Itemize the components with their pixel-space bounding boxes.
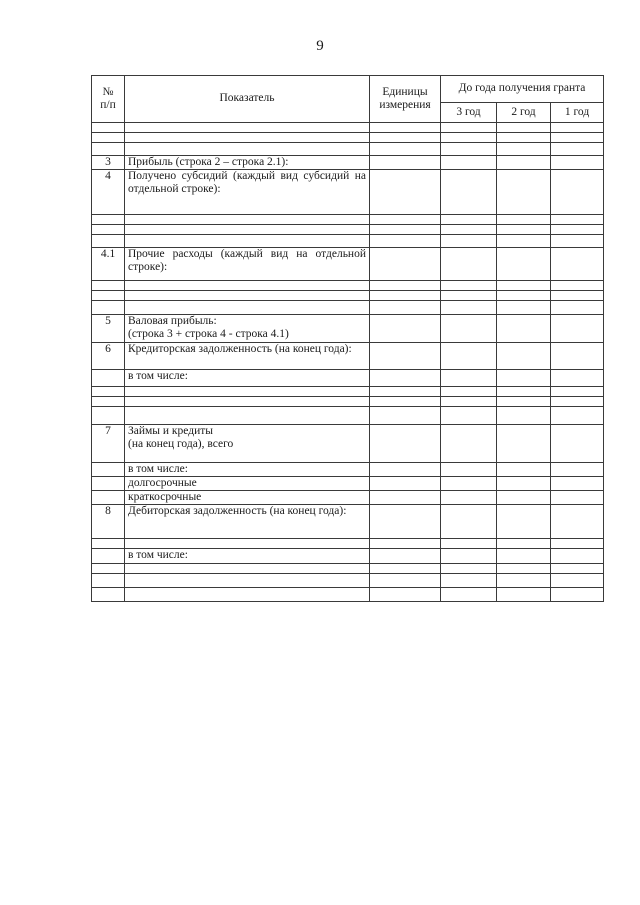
row-indicator bbox=[125, 587, 370, 601]
row-year-2 bbox=[497, 235, 551, 248]
row-unit bbox=[370, 563, 441, 573]
indicators-table bbox=[91, 75, 604, 602]
row-number bbox=[92, 476, 125, 490]
row-number bbox=[92, 539, 125, 549]
row-year-2 bbox=[497, 342, 551, 369]
row-indicator bbox=[125, 235, 370, 248]
row-year-2 bbox=[497, 539, 551, 549]
row-year-2 bbox=[497, 315, 551, 342]
row-indicator bbox=[125, 396, 370, 406]
row-year-1 bbox=[551, 549, 604, 563]
table-row bbox=[92, 462, 604, 476]
row-indicator: Прочие расходы (каждый вид на отдельной строке): bbox=[125, 248, 370, 281]
table-row bbox=[92, 281, 604, 291]
row-year-1 bbox=[551, 491, 604, 505]
row-year-3 bbox=[441, 369, 497, 386]
row-indicator: в том числе: bbox=[125, 549, 370, 563]
row-unit bbox=[370, 291, 441, 301]
row-year-3 bbox=[441, 156, 497, 170]
table-row bbox=[92, 143, 604, 156]
row-year-2 bbox=[497, 248, 551, 281]
row-year-3 bbox=[441, 549, 497, 563]
header-indicator: Показатель bbox=[125, 76, 370, 123]
table-row bbox=[92, 505, 604, 539]
row-year-2 bbox=[497, 291, 551, 301]
row-year-3 bbox=[441, 424, 497, 462]
row-indicator: Валовая прибыль: (строка 3 + строка 4 - строка 4.1) bbox=[125, 315, 370, 342]
page-number: 9 bbox=[316, 38, 324, 54]
row-year-3 bbox=[441, 301, 497, 315]
row-year-2 bbox=[497, 281, 551, 291]
row-indicator: Дебиторская задолженность (на конец года): bbox=[125, 505, 370, 539]
row-number: 5 bbox=[92, 315, 125, 342]
row-number bbox=[92, 462, 125, 476]
row-number: 6 bbox=[92, 342, 125, 369]
row-year-1 bbox=[551, 123, 604, 133]
row-year-3 bbox=[441, 215, 497, 225]
row-year-3 bbox=[441, 170, 497, 215]
row-indicator bbox=[125, 133, 370, 143]
row-indicator: долгосрочные bbox=[125, 476, 370, 490]
row-year-3 bbox=[441, 342, 497, 369]
row-unit bbox=[370, 170, 441, 215]
row-number bbox=[92, 301, 125, 315]
row-year-2 bbox=[497, 505, 551, 539]
row-year-3 bbox=[441, 476, 497, 490]
row-number bbox=[92, 549, 125, 563]
table-row bbox=[92, 215, 604, 225]
row-indicator: в том числе: bbox=[125, 462, 370, 476]
row-year-2 bbox=[497, 549, 551, 563]
row-unit bbox=[370, 215, 441, 225]
row-indicator bbox=[125, 281, 370, 291]
row-year-1 bbox=[551, 170, 604, 215]
row-unit bbox=[370, 123, 441, 133]
row-number bbox=[92, 291, 125, 301]
row-year-2 bbox=[497, 170, 551, 215]
row-unit bbox=[370, 476, 441, 490]
header-year-1: 1 год bbox=[551, 103, 604, 123]
header-period-group: До года получения гранта bbox=[441, 76, 604, 103]
row-unit bbox=[370, 342, 441, 369]
row-unit bbox=[370, 424, 441, 462]
row-year-3 bbox=[441, 406, 497, 424]
row-year-1 bbox=[551, 462, 604, 476]
row-unit bbox=[370, 396, 441, 406]
row-year-1 bbox=[551, 563, 604, 573]
row-year-3 bbox=[441, 143, 497, 156]
row-number bbox=[92, 235, 125, 248]
row-unit bbox=[370, 133, 441, 143]
row-year-3 bbox=[441, 281, 497, 291]
row-year-1 bbox=[551, 573, 604, 587]
row-number: 4.1 bbox=[92, 248, 125, 281]
table-row bbox=[92, 549, 604, 563]
row-unit bbox=[370, 156, 441, 170]
table-row bbox=[92, 235, 604, 248]
row-unit bbox=[370, 505, 441, 539]
row-year-2 bbox=[497, 123, 551, 133]
row-year-1 bbox=[551, 143, 604, 156]
row-year-1 bbox=[551, 396, 604, 406]
row-year-2 bbox=[497, 301, 551, 315]
row-year-3 bbox=[441, 573, 497, 587]
row-year-1 bbox=[551, 235, 604, 248]
row-year-2 bbox=[497, 386, 551, 396]
row-number: 7 bbox=[92, 424, 125, 462]
row-number bbox=[92, 573, 125, 587]
table-row bbox=[92, 123, 604, 133]
row-year-2 bbox=[497, 156, 551, 170]
row-number bbox=[92, 225, 125, 235]
table-row bbox=[92, 386, 604, 396]
row-year-1 bbox=[551, 225, 604, 235]
table-row bbox=[92, 539, 604, 549]
row-year-2 bbox=[497, 424, 551, 462]
row-number bbox=[92, 369, 125, 386]
row-number bbox=[92, 123, 125, 133]
row-number bbox=[92, 215, 125, 225]
row-year-3 bbox=[441, 133, 497, 143]
row-indicator: Займы и кредиты (на конец года), всего bbox=[125, 424, 370, 462]
row-year-3 bbox=[441, 491, 497, 505]
row-unit bbox=[370, 315, 441, 342]
row-year-3 bbox=[441, 248, 497, 281]
row-year-3 bbox=[441, 563, 497, 573]
row-year-1 bbox=[551, 281, 604, 291]
row-year-3 bbox=[441, 462, 497, 476]
row-indicator bbox=[125, 573, 370, 587]
row-indicator bbox=[125, 563, 370, 573]
row-indicator bbox=[125, 291, 370, 301]
header-year-3: 3 год bbox=[441, 103, 497, 123]
row-year-3 bbox=[441, 291, 497, 301]
table-row bbox=[92, 563, 604, 573]
row-year-2 bbox=[497, 225, 551, 235]
row-year-3 bbox=[441, 386, 497, 396]
table-row bbox=[92, 170, 604, 215]
row-year-3 bbox=[441, 225, 497, 235]
row-number bbox=[92, 587, 125, 601]
row-indicator bbox=[125, 143, 370, 156]
row-number bbox=[92, 281, 125, 291]
table-row bbox=[92, 424, 604, 462]
table-row bbox=[92, 301, 604, 315]
row-unit bbox=[370, 281, 441, 291]
row-year-2 bbox=[497, 396, 551, 406]
row-number bbox=[92, 133, 125, 143]
row-number bbox=[92, 491, 125, 505]
row-year-2 bbox=[497, 369, 551, 386]
row-indicator bbox=[125, 123, 370, 133]
row-indicator bbox=[125, 539, 370, 549]
row-unit bbox=[370, 462, 441, 476]
table-body bbox=[92, 123, 604, 602]
row-year-2 bbox=[497, 563, 551, 573]
row-unit bbox=[370, 235, 441, 248]
row-year-2 bbox=[497, 476, 551, 490]
row-unit bbox=[370, 225, 441, 235]
table-row bbox=[92, 369, 604, 386]
row-year-1 bbox=[551, 342, 604, 369]
table-row bbox=[92, 133, 604, 143]
row-unit bbox=[370, 248, 441, 281]
row-unit bbox=[370, 406, 441, 424]
row-year-2 bbox=[497, 573, 551, 587]
row-year-1 bbox=[551, 424, 604, 462]
table-row bbox=[92, 573, 604, 587]
row-year-3 bbox=[441, 505, 497, 539]
row-year-1 bbox=[551, 315, 604, 342]
row-indicator bbox=[125, 386, 370, 396]
table-row bbox=[92, 476, 604, 490]
row-unit bbox=[370, 143, 441, 156]
row-number: 8 bbox=[92, 505, 125, 539]
row-year-1 bbox=[551, 406, 604, 424]
row-year-1 bbox=[551, 291, 604, 301]
row-year-2 bbox=[497, 143, 551, 156]
row-year-1 bbox=[551, 215, 604, 225]
row-indicator bbox=[125, 406, 370, 424]
row-year-1 bbox=[551, 248, 604, 281]
row-indicator bbox=[125, 215, 370, 225]
row-unit bbox=[370, 301, 441, 315]
table-row bbox=[92, 406, 604, 424]
row-number bbox=[92, 386, 125, 396]
row-indicator: краткосрочные bbox=[125, 491, 370, 505]
row-number bbox=[92, 143, 125, 156]
row-year-2 bbox=[497, 491, 551, 505]
row-year-1 bbox=[551, 133, 604, 143]
row-year-1 bbox=[551, 587, 604, 601]
row-number bbox=[92, 406, 125, 424]
table-row bbox=[92, 291, 604, 301]
row-year-3 bbox=[441, 123, 497, 133]
row-unit bbox=[370, 549, 441, 563]
table-row bbox=[92, 342, 604, 369]
row-year-2 bbox=[497, 215, 551, 225]
row-year-1 bbox=[551, 386, 604, 396]
table-row bbox=[92, 587, 604, 601]
header-num: № п/п bbox=[92, 76, 125, 123]
row-unit bbox=[370, 369, 441, 386]
header-unit: Единицы измерения bbox=[370, 76, 441, 123]
table-row bbox=[92, 491, 604, 505]
table-row bbox=[92, 225, 604, 235]
row-unit bbox=[370, 587, 441, 601]
row-indicator: в том числе: bbox=[125, 369, 370, 386]
table-row bbox=[92, 315, 604, 342]
row-year-1 bbox=[551, 476, 604, 490]
row-indicator bbox=[125, 225, 370, 235]
row-year-3 bbox=[441, 315, 497, 342]
row-indicator: Прибыль (строка 2 – строка 2.1): bbox=[125, 156, 370, 170]
row-number: 4 bbox=[92, 170, 125, 215]
header-year-2: 2 год bbox=[497, 103, 551, 123]
row-year-2 bbox=[497, 462, 551, 476]
row-unit bbox=[370, 539, 441, 549]
row-year-3 bbox=[441, 539, 497, 549]
row-number bbox=[92, 396, 125, 406]
row-year-1 bbox=[551, 369, 604, 386]
row-year-1 bbox=[551, 539, 604, 549]
row-indicator: Получено субсидий (каждый вид субсидий на отдельной строке): bbox=[125, 170, 370, 215]
row-year-1 bbox=[551, 156, 604, 170]
row-year-3 bbox=[441, 235, 497, 248]
row-year-1 bbox=[551, 505, 604, 539]
row-unit bbox=[370, 386, 441, 396]
table-row bbox=[92, 156, 604, 170]
table-row bbox=[92, 396, 604, 406]
row-indicator bbox=[125, 301, 370, 315]
row-year-3 bbox=[441, 396, 497, 406]
row-year-2 bbox=[497, 133, 551, 143]
row-indicator: Кредиторская задолженность (на конец года): bbox=[125, 342, 370, 369]
row-unit bbox=[370, 573, 441, 587]
row-number: 3 bbox=[92, 156, 125, 170]
row-year-1 bbox=[551, 301, 604, 315]
row-unit bbox=[370, 491, 441, 505]
table-row bbox=[92, 248, 604, 281]
row-year-2 bbox=[497, 406, 551, 424]
row-year-2 bbox=[497, 587, 551, 601]
row-number bbox=[92, 563, 125, 573]
row-year-3 bbox=[441, 587, 497, 601]
